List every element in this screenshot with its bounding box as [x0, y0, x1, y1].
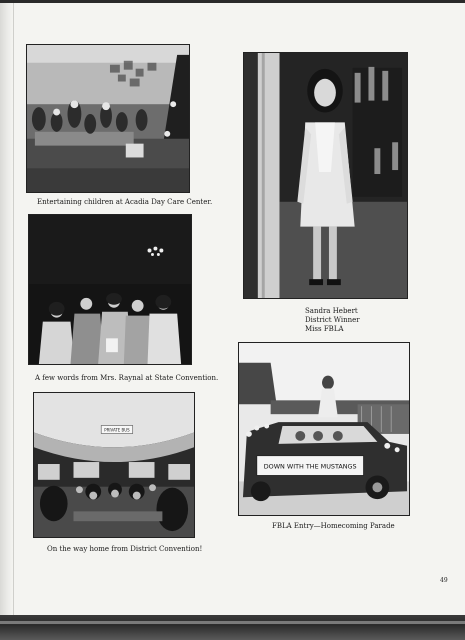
caption-winner-award: Miss FBLA — [305, 325, 344, 333]
photo-sandra-hebert — [243, 52, 408, 299]
caption-winner-name: Sandra Hebert — [305, 307, 358, 315]
caption-bus: On the way home from District Convention! — [47, 545, 203, 553]
photo-bus — [33, 392, 195, 538]
bus-sign: PRIVATE BUS — [104, 427, 130, 433]
car-banner-text: DOWN WITH THE MUSTANGS — [263, 462, 357, 471]
photo-day-care — [26, 44, 190, 193]
page-number: 49 — [440, 577, 448, 584]
scan-bottom-edge — [0, 615, 465, 640]
caption-state-convention: A few words from Mrs. Raynal at State Convention. — [35, 374, 219, 382]
photo-parade-car — [238, 342, 410, 516]
caption-parade: FBLA Entry—Homecoming Parade — [272, 522, 395, 530]
page-binding — [0, 3, 14, 615]
caption-day-care: Entertaining children at Acadia Day Care Center. — [37, 198, 213, 206]
photo-state-convention — [28, 214, 192, 365]
caption-winner-title: District Winner — [305, 316, 360, 324]
